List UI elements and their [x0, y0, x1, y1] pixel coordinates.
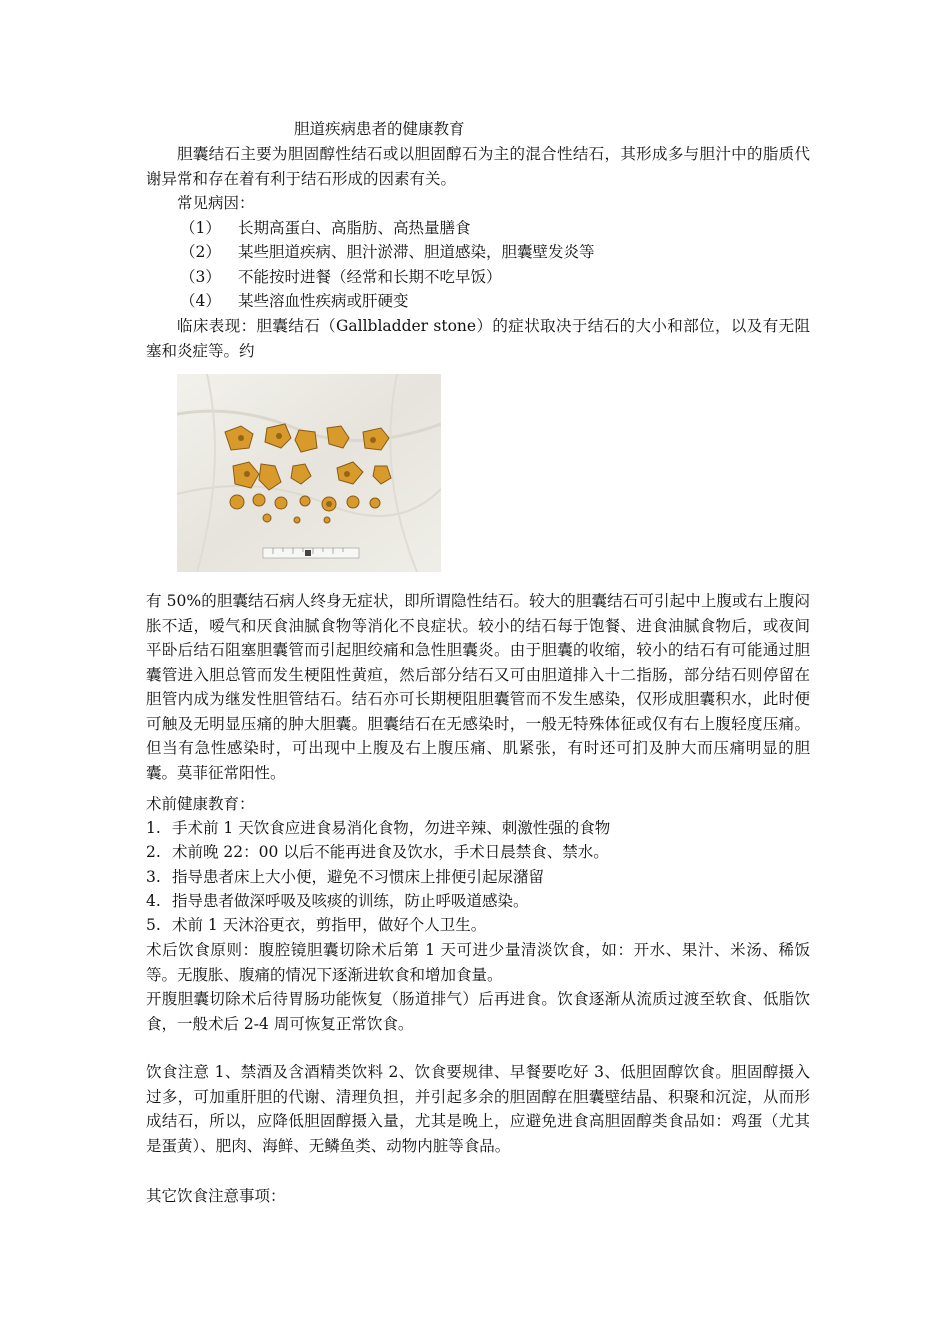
preop-item: 5. 术前 1 天沐浴更衣，剪指甲，做好个人卫生。: [146, 916, 487, 934]
preop-item: 2. 术前晚 22：00 以后不能再进食及饮水，手术日晨禁食、禁水。: [146, 843, 609, 861]
preop-item: 4. 指导患者做深呼吸及咳痰的训练，防止呼吸道感染。: [146, 892, 529, 910]
clinical-paragraph: 临床表现：胆囊结石（Gallbladder stone）的症状取决于结石的大小和部位，以及有无阻塞和炎症等。约: [146, 317, 810, 360]
cause-item: （4） 某些溶血性疾病或肝硬变: [180, 292, 409, 310]
symptoms-paragraph: 有 50%的胆囊结石病人终身无症状，即所谓隐性结石。较大的胆囊结石可引起中上腹或右上腹闷胀不适，嗳气和厌食油腻食物等消化不良症状。较小的结石每于饱餐、进食油腻食物后，或夜间平卧后结石阻塞胆囊管而引起胆绞痛和急性胆囊炎。由于胆囊的收缩，较小的结石有可能通过胆囊管进入胆总管而发生梗阻性黄疸，然后部分结石又可由胆道排入十二指肠，部分结石则停留在胆管内成为继发性胆管结石。结石亦可长期梗阻胆囊管而不发生感染，仅形成胆囊积水，此时便可触及无明显压痛的肿大胆囊。胆囊结石在无感染时，一般无特殊体征或仅有右上腹轻度压痛。但当有急性感染时，可出现中上腹及右上腹压痛、肌紧张，有时还可扪及肿大而压痛明显的胆囊。莫菲征常阳性。: [146, 592, 810, 782]
preop-item: 1. 手术前 1 天饮食应进食易消化食物，勿进辛辣、刺激性强的食物: [146, 819, 611, 837]
causes-heading: 常见病因：: [177, 194, 255, 212]
postop-paragraph: 术后饮食原则：腹腔镜胆囊切除术后第 1 天可进少量清淡饮食，如：开水、果汁、米汤、稀饭等。无腹胀、腹痛的情况下逐渐进软食和增加食量。: [146, 941, 810, 984]
diet-paragraph: 饮食注意 1、禁酒及含酒精类饮料 2、饮食要规律、早餐要吃好 3、低胆固醇饮食。胆固醇摄入过多，可加重肝胆的代谢、清理负担，并引起多余的胆固醇在胆囊壁结晶、积聚和沉淀，从而形成结石，所以，应降低胆固醇摄入量，尤其是晚上，应避免进食高胆固醇类食品如：鸡蛋（尤其是蛋黄）、肥肉、海鲜、无鳞鱼类、动物内脏等食品。: [146, 1063, 810, 1155]
preop-heading: 术前健康教育：: [146, 795, 255, 813]
cause-item: （1） 长期高蛋白、高脂肪、高热量膳食: [180, 219, 471, 237]
document-title: 胆道疾病患者的健康教育: [294, 120, 465, 138]
gallstones-photo: [177, 374, 441, 572]
postop-open-paragraph: 开腹胆囊切除术后待胃肠功能恢复（肠道排气）后再进食。饮食逐渐从流质过渡至软食、低脂饮食，一般术后 2-4 周可恢复正常饮食。: [146, 990, 810, 1033]
other-notes-heading: 其它饮食注意事项：: [146, 1187, 286, 1205]
preop-item: 3. 指导患者床上大小便，避免不习惯床上排便引起尿潴留: [146, 868, 545, 886]
intro-paragraph: 胆囊结石主要为胆固醇性结石或以胆固醇石为主的混合性结石，其形成多与胆汁中的脂质代谢异常和存在着有利于结石形成的因素有关。: [146, 145, 810, 188]
cause-item: （3） 不能按时进餐（经常和长期不吃早饭）: [180, 268, 502, 286]
cause-item: （2） 某些胆道疾病、胆汁淤滞、胆道感染，胆囊壁发炎等: [180, 243, 595, 261]
